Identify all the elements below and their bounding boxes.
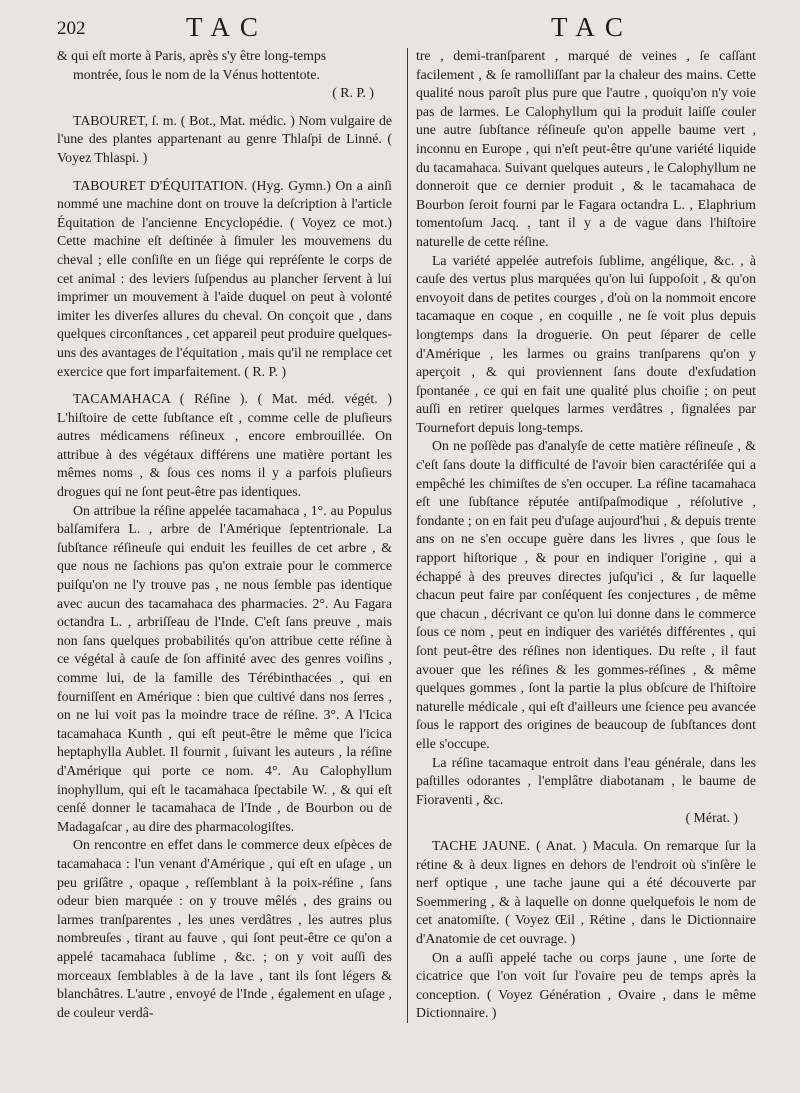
signature-rp-1: ( R. P. ) xyxy=(332,85,374,101)
entry-tabouret-equitation: TABOURET D'ÉQUITATION. (Hyg. Gymn.) On a ainſi nommé une machine dont on trouve la deſcription à l'article Équitation de l'ancienne Encyclopédie. ( Voyez ce mot.) Cette machine eſt deſtinée à ſimuler les mouvemens du cheval ; elle conſiſte en un ſiége qui repréſente le corps de cet animal : des leviers ſuſpendus au plancher ſervent à lui imprimer un mouvement à l'aide duquel on peut à volonté imiter les diverſes allures du cheval. On conçoit que , dans quelques circonſtances , cet appareil peut produire quelques-uns des avantages de l'équitation , mais qu'il ne remplace cet exercice que fort imparfaitement. ( R. P. ) xyxy=(57,177,392,379)
tacamahaca-sublime-paragraph: La variété appelée autrefois ſublime, angélique, &c. , à cauſe des vertus plus marquées qu'on lui ſuppoſoit , & qu'on envoyoit dans de petites courges , d'où on la nommoit encore tacamaque en coque , en coquille , ne ſe voit plus depuis longtemps dans la droguerie. On peut ſéparer de celle d'Amérique , les larmes ou grains tranſparens qu'on y aperçoit , & qui proviennent ſans doute d'exſudation ſpontanée , ce qui en fait une qualité plus choiſie ; on peut auſſi en retirer quelques larmes verdâtres , ſignalées par Tournefort depuis long-temps. xyxy=(416,252,756,435)
signature-merat: ( Mérat. ) xyxy=(685,810,738,826)
left-column xyxy=(57,47,392,1022)
corps-jaune-paragraph: On a auſſi appelé tache ou corps jaune , une ſorte de cicatrice que l'on voit ſur l'ovaire peu de temps après la conception. ( Voyez Génération , Ovaire , dans le même Dictionnaire. ) xyxy=(416,949,756,1021)
entry-tache-jaune: TACHE JAUNE. ( Anat. ) Macula. On remarque ſur la rétine & à deux lignes en dehors de l'endroit où s'inſère le nerf optique , une tache jaune qui a été découverte par Soemmering , & à laquelle on donne quelquefois le nom de cet anatomiſte. ( Voyez Œil , Rétine , dans le Dictionnaire d'Anatomie de cet ouvrage. ) xyxy=(416,837,756,946)
page-header xyxy=(0,12,800,42)
entry-tabouret: TABOURET, ſ. m. ( Bot., Mat. médic. ) Nom vulgaire de l'une des plantes appartenant au genre Thlaſpi de Linné. ( Voyez Thlaspi. ) xyxy=(57,112,392,165)
venus-line-2: montrée, ſous le nom de la Vénus hottentote. xyxy=(73,66,320,82)
column-divider xyxy=(407,48,408,1023)
tacamahaca-analysis-paragraph: On ne poſſède pas d'analyſe de cette matière réſineuſe , & c'eſt ſans doute la difficulté de l'avoir bien caractériſée qui a empêché les chimiſtes de s'en occuper. La réſine tacamahaca eſt une ſubſtance réputée antiſpaſmodique , réſolutive , fondante ; on en fait peu d'uſage aujourd'hui , & depuis trente ans on ne s'en occupe guère dans les livres , que ſous le rapport hiſtorique , & pour en indiquer l'origine , qui a échappé à des preuves directes juſqu'ici , & ſur laquelle chacun peut faire par conſéquent ſes conjectures , de même que chacun , décrivant ce qu'on lui donne dans le commerce ſous ce nom , peut en indiquer des variétés différentes , qui ſont peut-être des réſines non identiques. Du reſte , il faut avouer que les réſines & les gommes-réſines , & même quelques gommes , ſont la partie la plus obſcure de l'hiſtoire naturelle médicale , qui eſt d'ailleurs une ſcience peu avancée ſous le rapport des origines de beaucoup de ſubſtances dont elle s'occupe. xyxy=(416,438,756,751)
right-column xyxy=(416,47,756,1023)
tacamahaca-commerce-paragraph: On rencontre en effet dans le commerce deux eſpèces de tacamahaca : l'un venant d'Amérique , qui eſt en uſage , un peu griſâtre , opaque , reſſemblant à la poix-réſine , ſans odeur bien marquée : on y trouve mêlés , des grains ou larmes tranſparentes , les unes verdâtres , les autres plus nombreuſes , tirant au fauve , qui ſont peut-être ce qu'on a appelé tacamahaca ſublime , &c. ; on y voit auſſi des morceaux ſemblables à de la lave , tant ils ſont légers & blanchâtres. L'autre , envoyé de l'Inde , également en uſage , de couleur verdâ- xyxy=(57,837,392,1020)
tacamahaca-uses-paragraph: La réſine tacamaque entroit dans l'eau générale, dans les paſtilles odorantes , l'emplâtre diabotanam , le baume de Fioraventi , &c. xyxy=(416,754,756,807)
tacamahaca-india-paragraph: tre , demi-tranſparent , marqué de veines , ſe caſſant facilement , & ſe ramolliſſant par la chaleur des mains. Cette qualité nous paroît plus pure que l'autre , quoiqu'on n'y voie pas de larmes. Le Calophyllum qui la produit laiſſe couler une autre ſubſtance réſineuſe qu'on appelle baume vert , inconnu en Europe , qui n'eſt peut-être qu'une variété liquide du tacamahaca. Suivant quelques auteurs , le Calophyllum ne donneroit que ce dernier produit , & le tacamahaca de Bourbon ſeroit fourni par le Fagara octandra L. , Elaphrium tomentoſum Jacq. , tant il y a de vague dans l'hiſtoire naturelle de cette réſine. xyxy=(416,48,756,249)
entry-tacamahaca: TACAMAHACA ( Réſine ). ( Mat. méd. végét. ) L'hiſtoire de cette ſubſtance eſt , comme celle de pluſieurs autres médicamens réſineux , encore embrouillée. On attribue à des végétaux différens une matière portant les mêmes noms , & ſous ces noms il y a parfois pluſieurs drogues qui ne ſont peut-être pas identiques. xyxy=(57,391,392,500)
tacamahaca-sources-paragraph: On attribue la réſine appelée tacamahaca , 1°. au Populus balſamifera L. , arbre de l'Amérique ſeptentrionale. La ſubſtance réſineuſe qui enduit les feuilles de cet arbre , & que nous ne ſachions pas qu'on extraie pour le commerce puiſqu'on ne l'y trouve pas , ne nous ſemble pas identique avec aucun des tacamahaca des pharmacies. 2°. Au Fagara octandra L. , arbriſſeau de l'Inde. C'eſt ſans preuve , mais non ſans quelques probabilités qu'on attribue cette réſine à ce végétal à cauſe de ſon affinité avec des genres voiſins , comme lui, de la famille des Térébinthacées , qui en fourniſſent en Amérique : bien que cultivé dans nos ſerres , on ne lui voit pas la moindre trace de réſine. 3°. A l'Icica tacamahaca Kunth , qui eſt peut-être le même que l'icica heptaphylla Aublet. Il fournit , ſuivant les auteurs , la réſine d'Amérique qui porte ce nom. 4°. Au Calophyllum inophyllum, qui eſt le tacamahaca ſpectabile W. , & qui eſt cenſé donner le tacamahaca de l'Inde , de Bourbon ou de Madagaſcar , au dire des pharmacologiſtes. xyxy=(57,502,392,834)
venus-line-1: & qui eſt morte à Paris, après s'y être long-temps xyxy=(57,48,327,63)
running-head-right: TAC xyxy=(551,12,633,42)
running-head-left: TAC xyxy=(186,12,268,42)
page-number: 202 xyxy=(57,18,86,39)
